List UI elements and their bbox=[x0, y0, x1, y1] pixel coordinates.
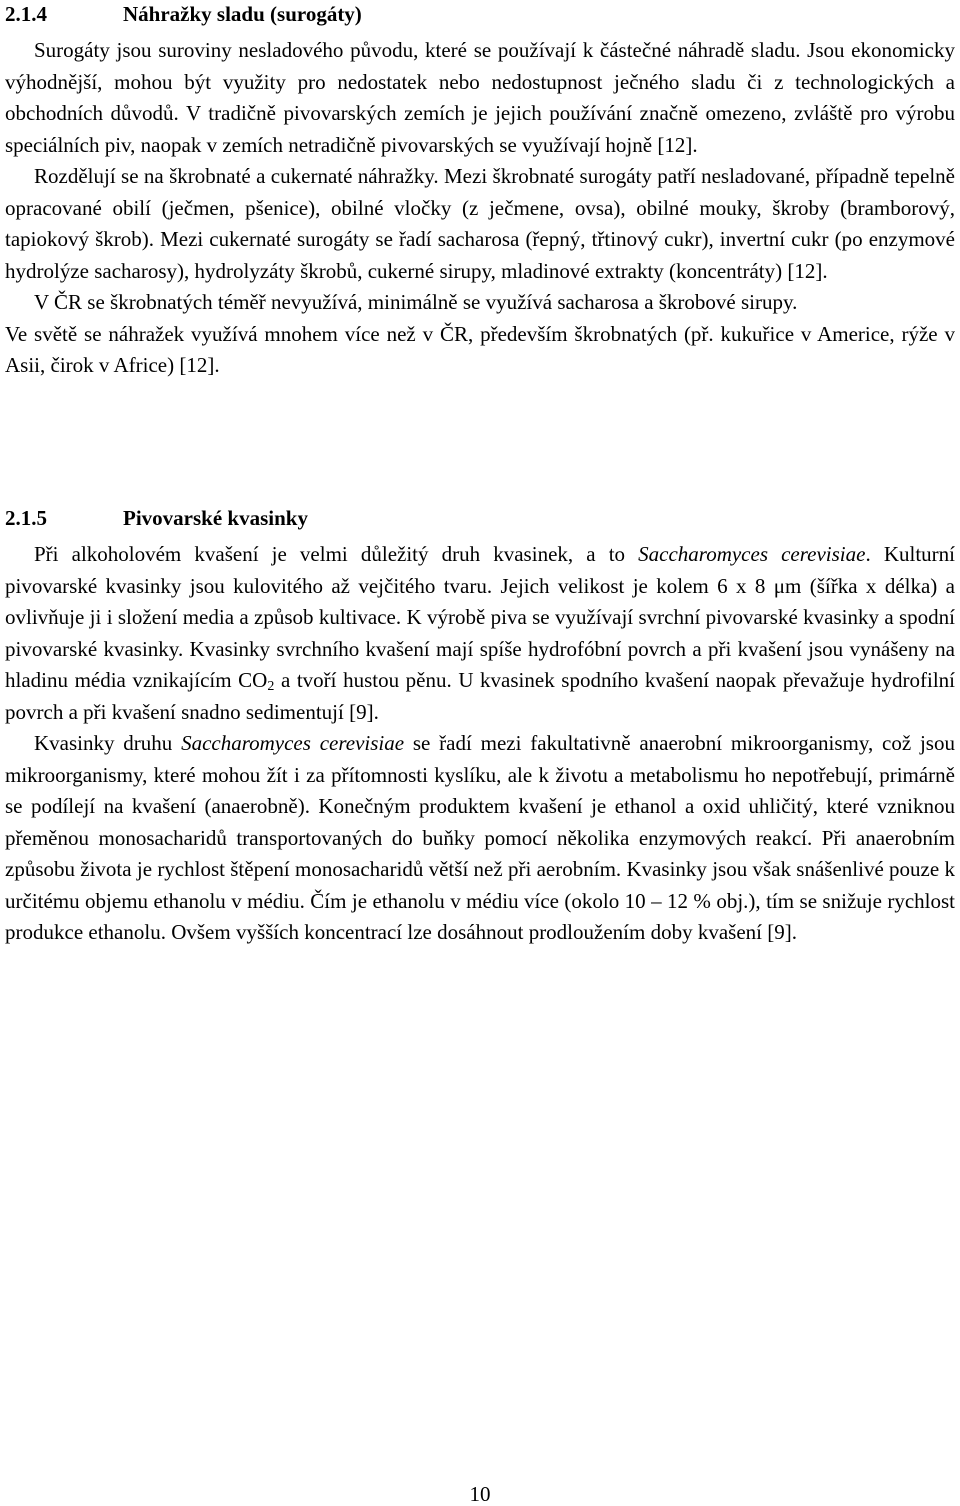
paragraph bbox=[5, 728, 955, 949]
section-body-2-1-4 bbox=[5, 35, 955, 382]
paragraph: Surogáty jsou suroviny nesladového původu, které se používají k částečné náhradě sladu. Jsou ekonomicky výhodnější, mohou být využity pro nedostatek nebo nedostupnost ječného sladu či z technologických a obchodních důvodů. V tradičně pivovarských zemích je jejich používání značně omezeno, zvláště pro výrobu speciálních piv, naopak v zemích netradičně pivovarských se využívají hojně [12]. bbox=[5, 38, 955, 157]
paragraph: V ČR se škrobnatých téměř nevyužívá, minimálně se využívá sacharosa a škrobové sirupy. bbox=[34, 290, 798, 314]
section-number: 2.1.5 bbox=[5, 506, 47, 530]
section-heading-2-1-4 bbox=[5, 0, 362, 28]
paragraph: Rozdělují se na škrobnaté a cukernaté náhražky. Mezi škrobnaté surogáty patří nesladované, případně tepelně opracované obilí (ječmen, pšenice), obilné vločky (z ječmene, ovsa), obilné mouky, škroby (bramborový, tapiokový škrob). Mezi cukernaté surogáty se řadí sacharosa (řepný, třtinový cukr), invertní cukr (po enzymové hydrolýze sacharosy), hydrolyzáty škrobů, cukerné sirupy, mladinové extrakty (koncentráty) [12]. bbox=[5, 164, 955, 283]
section-heading-2-1-5 bbox=[5, 504, 308, 532]
species-name: Saccharomyces cerevisiae bbox=[181, 731, 405, 755]
text-run: se řadí mezi fakultativně anaerobní mikroorganismy, což jsou mikroorganismy, které mohou žít i za přítomnosti kyslíku, ale k životu a metabolismu ho nepotřebují, primárně se podílejí na kvašení (anaerobně). Konečným produktem kvašení je ethanol a oxid uhličitý, které vzniknou přeměnou monosacharidů transportovaných do buňky pomocí několika enzymových reakcí. Při anaerobním způsobu života je rychlost štěpení monosacharidů větší než při aerobním. Kvasinky jsou však snášenlivé pouze k určitému objemu ethanolu v médiu. Čím je ethanolu v médiu více (okolo 10 – 12 % obj.), tím se snižuje rychlost produkce ethanolu. Ovšem vyšších koncentrací lze dosáhnout prodloužením doby kvašení [9]. bbox=[5, 731, 955, 944]
species-name: Saccharomyces cerevisiae bbox=[638, 542, 866, 566]
text-run: . Kulturní pivovarské kvasinky jsou kulovitého až vejčitého tvaru. Jejich velikost je kolem 6 x 8 μm (šířka x délka) a ovlivňuje ji i složení media a způsob kultivace. K výrobě piva se využívají svrchní pivovarské kvasinky a spodní pivovarské kvasinky. Kvasinky svrchního kvašení mají spíše hydrofóbní povrch a při kvašení jsou vynášeny na hladinu média vznikajícím CO bbox=[5, 542, 955, 692]
section-title: Pivovarské kvasinky bbox=[123, 506, 308, 530]
text-run: Kvasinky druhu bbox=[34, 731, 182, 755]
paragraph bbox=[5, 539, 955, 728]
paragraph: Ve světě se náhražek využívá mnohem více než v ČR, především škrobnatých (př. kukuřice v Americe, rýže v Asii, čirok v Africe) [12]. bbox=[5, 321, 955, 377]
text-run: Při alkoholovém kvašení je velmi důležitý druh kvasinek, a to bbox=[34, 542, 639, 566]
page-number: 10 bbox=[469, 1482, 491, 1506]
section-body-2-1-5 bbox=[5, 539, 955, 949]
section-title: Náhražky sladu (surogáty) bbox=[123, 2, 362, 26]
subscript: 2 bbox=[267, 679, 275, 694]
text-run: a tvoří hustou pěnu. U kvasinek spodního kvašení naopak převažuje hydrofilní povrch a při kvašení snadno sedimentují [9]. bbox=[5, 668, 956, 724]
section-number: 2.1.4 bbox=[5, 2, 47, 26]
